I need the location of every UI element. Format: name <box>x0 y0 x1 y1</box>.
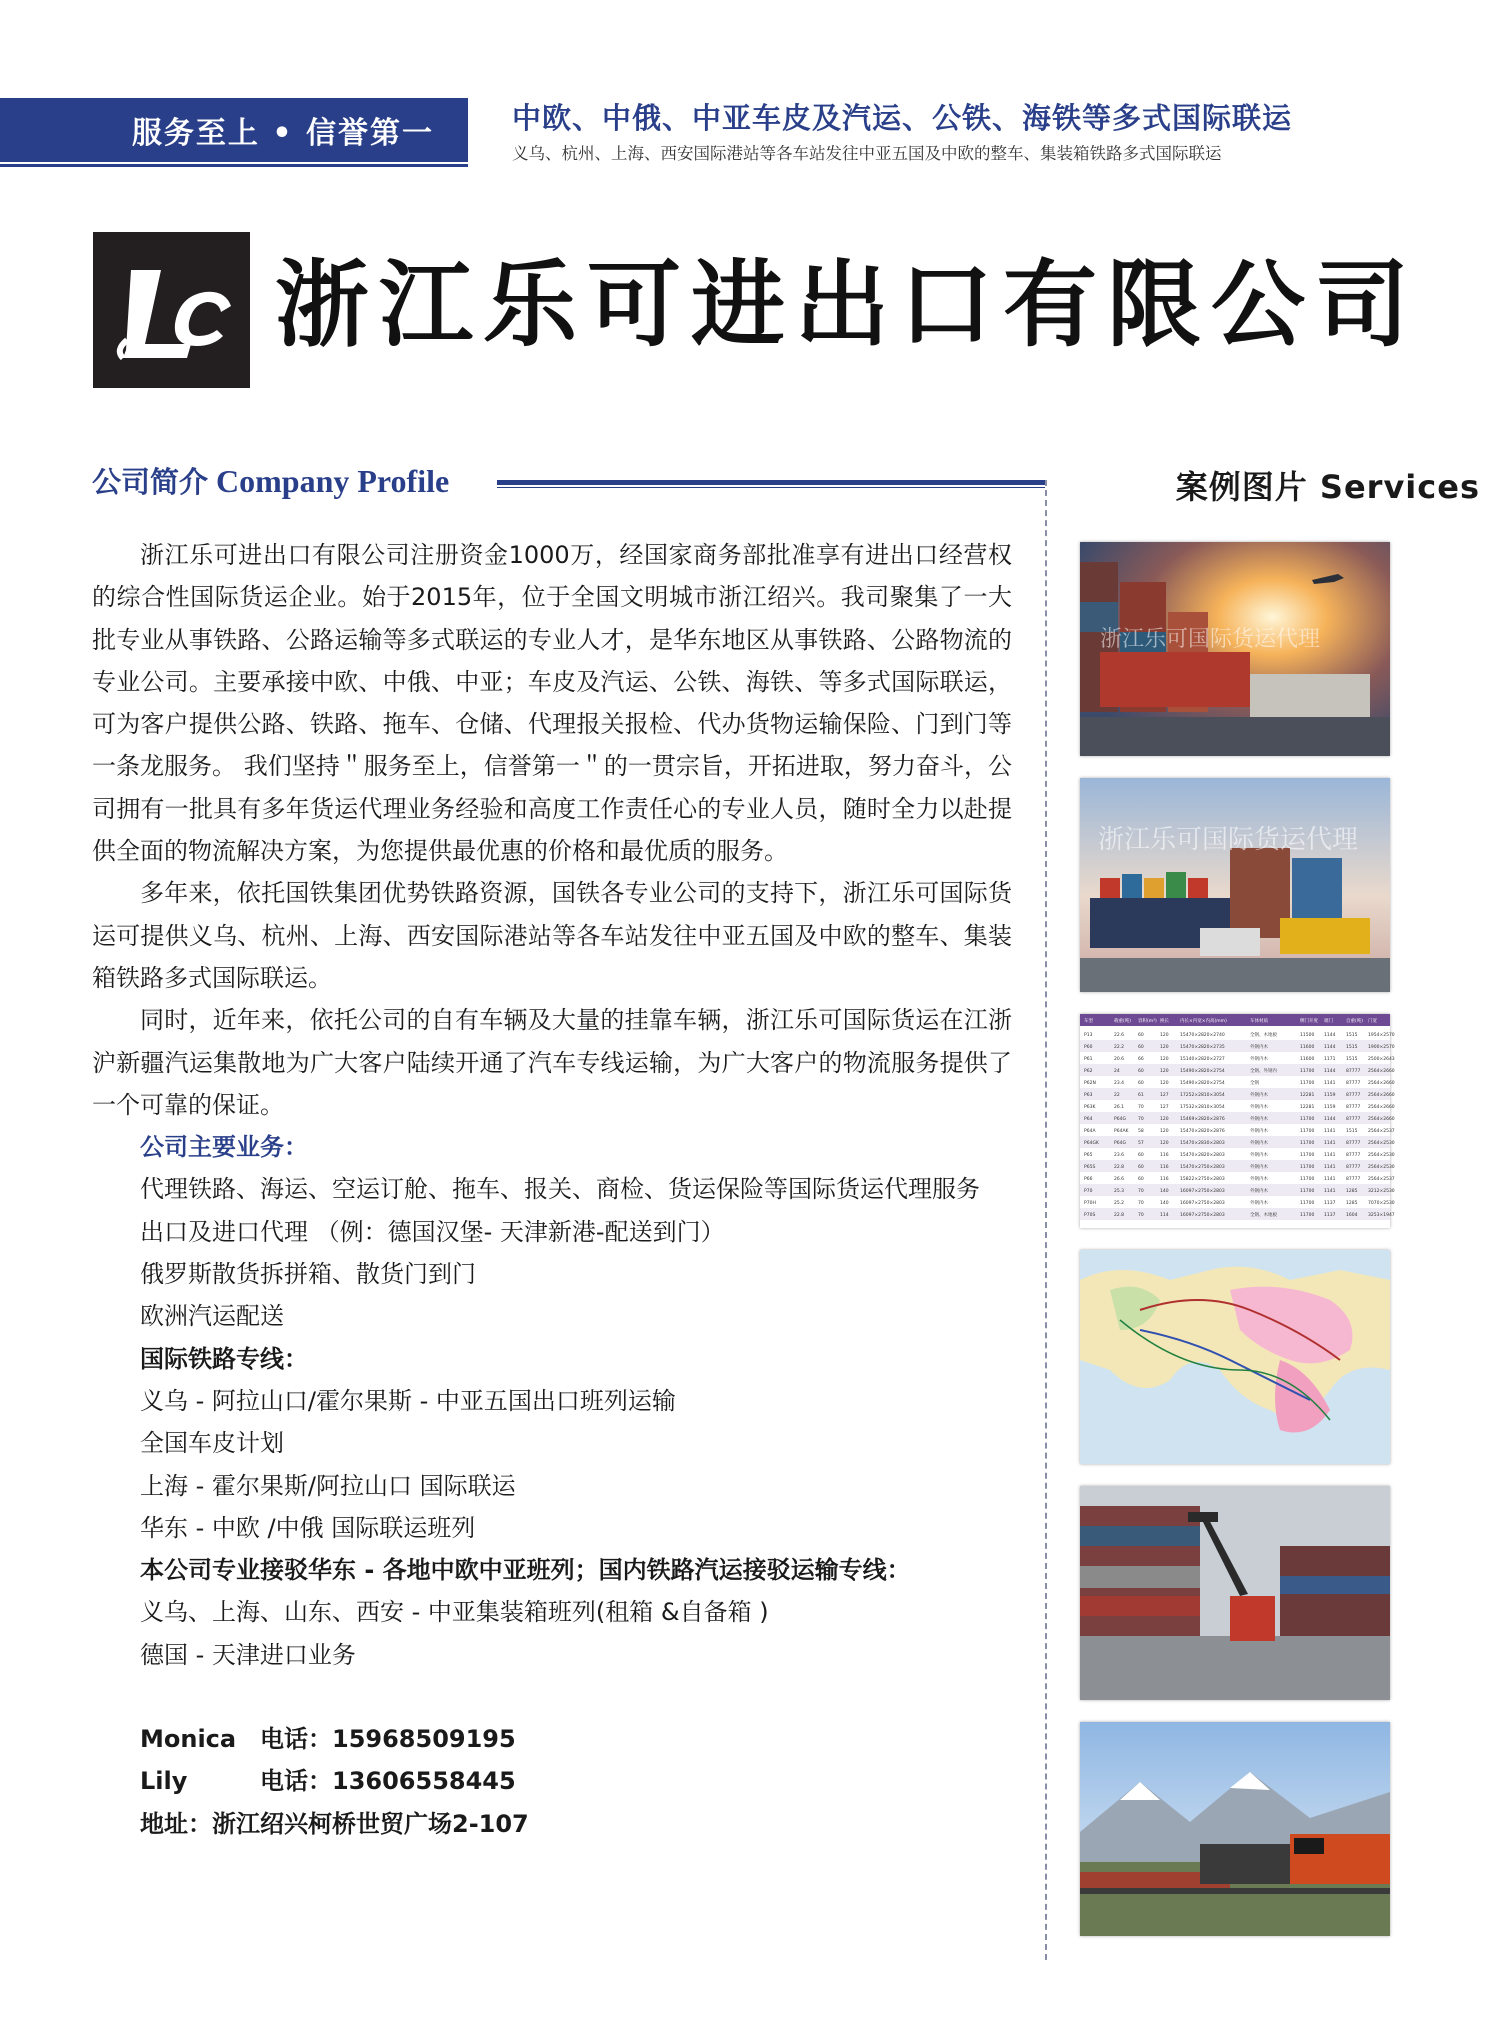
table-cell: 61 <box>1138 1093 1144 1098</box>
table-cell: 1285 <box>1346 1189 1358 1194</box>
table-cell: 外钢内木 <box>1250 1165 1268 1170</box>
table-header-cell: 侧门开度 <box>1300 1019 1318 1024</box>
table-cell: 2564×2537 <box>1368 1177 1395 1182</box>
slogan-banner <box>0 98 468 162</box>
table-cell: 外钢内木 <box>1250 1045 1268 1050</box>
table-cell: 1171 <box>1324 1057 1336 1062</box>
table-cell: 1144 <box>1324 1045 1336 1050</box>
table-row-stripe <box>1080 1112 1390 1124</box>
table-cell: P13 <box>1084 1033 1093 1038</box>
table-cell: 11700 <box>1300 1153 1315 1158</box>
table-cell: 11700 <box>1300 1177 1315 1182</box>
table-cell: 15470×2830×2803 <box>1180 1141 1225 1146</box>
table-cell: P65S <box>1084 1165 1096 1170</box>
table-cell: 60 <box>1138 1033 1144 1038</box>
table-header-cell: 车体材质 <box>1250 1019 1268 1024</box>
table-cell: 140 <box>1160 1189 1169 1194</box>
table-cell: 60 <box>1138 1153 1144 1158</box>
table-cell: 外钢内木 <box>1250 1129 1268 1134</box>
services-title: 案例图片 Services <box>1175 468 1480 506</box>
table-cell: 87777 <box>1346 1093 1361 1098</box>
business-item: 出口及进口代理 （例：德国汉堡- 天津新港-配送到门） <box>140 1217 725 1246</box>
table-cell: P64G <box>1114 1117 1126 1122</box>
business-item: 俄罗斯散货拆拼箱、散货门到门 <box>140 1260 476 1289</box>
lc-logo-icon <box>93 232 250 388</box>
table-row-stripe <box>1080 1208 1390 1220</box>
table-cell: 外钢内木 <box>1250 1177 1268 1182</box>
tagline-main: 中欧、中俄、中亚车皮及汽运、公铁、海铁等多式国际联运 <box>512 101 1293 135</box>
table-cell: 25.3 <box>1114 1189 1125 1194</box>
table-cell: 1954×2570 <box>1368 1033 1395 1038</box>
table-cell: 11700 <box>1300 1141 1315 1146</box>
slogan-underline <box>0 164 468 167</box>
contact-monica <box>92 1718 1012 1760</box>
table-header-cell: 换长 <box>1160 1019 1169 1024</box>
table-cell: 116 <box>1160 1165 1169 1170</box>
table-cell: 全钢、木地板 <box>1250 1213 1277 1218</box>
profile-paragraph: 浙江乐可进出口有限公司注册资金1000万，经国家商务部批准享有进出口经营权的综合性国际货运企业。始于2015年，位于全国文明城市浙江绍兴。我司聚集了一大批专业从事铁路、公路运输等多式联运的专业人才，是华东地区从事铁路、公路物流的专业公司。主要承接中欧、中俄、中亚；车皮及汽运、公铁、海铁、等多式国际联运，可为客户提供公路、铁路、拖车、仓储、代理报关报检、代办货物运输保险、门到门等一条龙服务。 我们坚持＂服务至上，信誉第一＂的一贯宗旨，开拓进取，努力奋斗，公司拥有一批具有多年货运代理业务经验和高度工作责任心的专业人员，随时全力以赴提供全面的物流解决方案，为您提供最优惠的价格和最优质的服务。 <box>92 541 1012 866</box>
tagline-sub: 义乌、杭州、上海、西安国际港站等各车站发往中亚五国及中欧的整车、集装箱铁路多式国际联运 <box>512 144 1222 163</box>
contact-phone-label: 电话： <box>260 1725 332 1754</box>
table-cell: 1141 <box>1324 1129 1336 1134</box>
table-cell: 2564×2660 <box>1368 1081 1395 1086</box>
table-cell: 2500×2643 <box>1368 1057 1395 1062</box>
slogan-text: 服务至上 • 信誉第一 <box>131 116 434 151</box>
table-row-stripe <box>1080 1064 1390 1076</box>
table-cell: P65 <box>1084 1153 1093 1158</box>
table-cell: 2564×2660 <box>1368 1105 1395 1110</box>
table-cell: 120 <box>1160 1057 1169 1062</box>
table-cell: 22.8 <box>1114 1165 1125 1170</box>
table-cell: 1515 <box>1346 1057 1358 1062</box>
table-cell: 15470×2820×2740 <box>1180 1033 1225 1038</box>
table-cell: 2564×2537 <box>1368 1129 1395 1134</box>
table-cell: 70 <box>1138 1189 1144 1194</box>
case-photo-route-map <box>1080 1250 1390 1464</box>
profile-title-cn: 公司简介 <box>92 465 209 499</box>
table-row-stripe <box>1080 1040 1390 1052</box>
business-item: 欧洲汽运配送 <box>140 1302 284 1331</box>
table-cell: 87777 <box>1346 1117 1361 1122</box>
address-label: 地址： <box>140 1809 212 1838</box>
table-cell: 15469×2820×2876 <box>1180 1117 1225 1122</box>
table-cell: 60 <box>1138 1069 1144 1074</box>
table-cell: P62N <box>1084 1081 1096 1086</box>
profile-body <box>92 534 1012 1845</box>
table-header-cell: 门宽 <box>1368 1019 1377 1024</box>
table-cell: 120 <box>1160 1129 1169 1134</box>
table-cell: 22.6 <box>1114 1033 1125 1038</box>
table-cell: 外钢内木 <box>1250 1153 1268 1158</box>
table-header-cell: 内长×内宽×内高(mm) <box>1180 1019 1227 1024</box>
table-cell: 2564×2530 <box>1368 1153 1395 1158</box>
profile-section-title <box>92 460 449 501</box>
table-cell: 58 <box>1138 1129 1144 1134</box>
table-cell: 16097×2750×2803 <box>1180 1213 1225 1218</box>
case-railcar-table <box>1080 1014 1395 1228</box>
table-cell: P63K <box>1084 1105 1096 1110</box>
table-cell: 11600 <box>1300 1045 1315 1050</box>
table-cell: 120 <box>1160 1045 1169 1050</box>
railway-title: 国际铁路专线： <box>140 1344 308 1373</box>
table-cell: 22 <box>1114 1093 1120 1098</box>
contact-name: Lily <box>140 1767 188 1796</box>
table-cell: 60 <box>1138 1165 1144 1170</box>
profile-paragraph: 多年来，依托国铁集团优势铁路资源，国铁各专业公司的支持下，浙江乐可国际货运可提供义乌、杭州、上海、西安国际港站等各车站发往中亚五国及中欧的整车、集装箱铁路多式国际联运。 <box>92 879 1012 992</box>
table-cell: 外钢内木 <box>1250 1189 1268 1194</box>
table-cell: 114 <box>1160 1213 1169 1218</box>
table-cell: 12281 <box>1300 1093 1315 1098</box>
table-cell: 1141 <box>1324 1189 1336 1194</box>
table-cell: 1515 <box>1346 1129 1358 1134</box>
profile-paragraph: 同时，近年来，依托公司的自有车辆及大量的挂靠车辆，浙江乐可国际货运在江浙沪新疆汽运集散地为广大客户陆续开通了汽车专线运输，为广大客户的物流服务提供了一个可靠的保证。 <box>92 1006 1012 1119</box>
table-cell: 116 <box>1160 1177 1169 1182</box>
table-cell: 120 <box>1160 1033 1169 1038</box>
table-cell: 26.6 <box>1114 1177 1125 1182</box>
railway-item: 义乌 - 阿拉山口/霍尔果斯 - 中亚五国出口班列运输 <box>140 1386 676 1415</box>
table-cell: 1159 <box>1324 1105 1336 1110</box>
table-cell: 外钢内木 <box>1250 1057 1268 1062</box>
table-cell: 140 <box>1160 1201 1169 1206</box>
table-cell: 1141 <box>1324 1153 1336 1158</box>
table-cell: 1137 <box>1324 1201 1336 1206</box>
table-cell: 11600 <box>1300 1057 1315 1062</box>
table-cell: 11500 <box>1300 1033 1315 1038</box>
table-cell: 20.6 <box>1114 1057 1125 1062</box>
table-cell: 1141 <box>1324 1177 1336 1182</box>
table-cell: 2564×2660 <box>1368 1117 1395 1122</box>
table-cell: 11700 <box>1300 1165 1315 1170</box>
table-cell: 11700 <box>1300 1069 1315 1074</box>
table-header-cell: 端门 <box>1324 1019 1333 1024</box>
table-cell: 70 <box>1138 1117 1144 1122</box>
table-header-cell: 载重(吨) <box>1114 1019 1132 1024</box>
table-cell: 87777 <box>1346 1081 1361 1086</box>
company-logo <box>93 232 250 388</box>
table-cell: 外钢内木 <box>1250 1141 1268 1146</box>
table-cell: 全钢、外钢内 <box>1250 1069 1277 1074</box>
table-cell: 11700 <box>1300 1129 1315 1134</box>
table-cell: 23.6 <box>1114 1153 1125 1158</box>
section-rule <box>497 480 1045 485</box>
table-cell: 120 <box>1160 1117 1169 1122</box>
table-cell: 17252×2810×3054 <box>1180 1093 1225 1098</box>
column-divider <box>1045 480 1047 1960</box>
photo-watermark: 浙江乐可国际货运代理 <box>1100 627 1321 652</box>
table-cell: P70H <box>1084 1201 1096 1206</box>
table-cell: 16097×2750×2803 <box>1180 1201 1225 1206</box>
railway-item: 华东 - 中欧 /中俄 国际联运班列 <box>140 1513 476 1542</box>
table-cell: 120 <box>1160 1069 1169 1074</box>
table-cell: 1144 <box>1324 1117 1336 1122</box>
table-cell: 12281 <box>1300 1105 1315 1110</box>
table-cell: 15470×2820×2876 <box>1180 1129 1225 1134</box>
table-cell: 120 <box>1160 1141 1169 1146</box>
table-cell: P62 <box>1084 1069 1093 1074</box>
table-cell: P64AK <box>1114 1129 1129 1134</box>
table-cell: 全钢 <box>1250 1081 1259 1086</box>
case-photo-locomotive <box>1080 1722 1390 1936</box>
contact-phone-label: 电话： <box>260 1767 332 1796</box>
table-cell: 1144 <box>1324 1069 1336 1074</box>
table-cell: 外钢内木 <box>1250 1105 1268 1110</box>
table-cell: P64A <box>1084 1129 1096 1134</box>
table-header-cell: 容积(m³) <box>1138 1019 1157 1024</box>
table-cell: 70 <box>1138 1213 1144 1218</box>
table-cell: P70S <box>1084 1213 1096 1218</box>
table-cell: 60 <box>1138 1177 1144 1182</box>
table-cell: P60 <box>1084 1045 1093 1050</box>
company-address <box>92 1803 1012 1845</box>
table-cell: 87777 <box>1346 1177 1361 1182</box>
table-cell: 66 <box>1138 1057 1144 1062</box>
table-cell: 23.4 <box>1114 1081 1125 1086</box>
table-cell: 25.2 <box>1114 1201 1125 1206</box>
main-business-title: 公司主要业务： <box>140 1133 308 1162</box>
connect-item: 德国 - 天津进口业务 <box>140 1640 356 1669</box>
table-cell: 60 <box>1138 1081 1144 1086</box>
table-cell: 11700 <box>1300 1117 1315 1122</box>
connect-title: 本公司专业接驳华东 - 各地中欧中亚班列；国内铁路汽运接驳运输专线： <box>140 1556 911 1585</box>
table-row-stripe <box>1080 1184 1390 1196</box>
table-cell: 87777 <box>1346 1069 1361 1074</box>
table-cell: 127 <box>1160 1105 1169 1110</box>
table-cell: 外钢内木 <box>1250 1093 1268 1098</box>
table-cell: P63 <box>1084 1093 1093 1098</box>
table-cell: 127 <box>1160 1093 1169 1098</box>
table-cell: 87777 <box>1346 1165 1361 1170</box>
table-cell: 70 <box>1138 1105 1144 1110</box>
table-cell: P66 <box>1084 1177 1093 1182</box>
section-rule-thin <box>497 487 1045 488</box>
connect-item: 义乌、上海、山东、西安 - 中亚集装箱班列(租箱 &自备箱 ) <box>140 1598 769 1627</box>
case-photo-rail-yard <box>1080 1486 1390 1700</box>
case-photo-container-yard <box>1080 542 1390 756</box>
table-cell: P64 <box>1084 1117 1093 1122</box>
table-cell: P64GK <box>1084 1141 1099 1146</box>
table-row-stripe <box>1080 1088 1390 1100</box>
table-cell: 1141 <box>1324 1165 1336 1170</box>
table-cell: 26.1 <box>1114 1105 1125 1110</box>
business-item: 代理铁路、海运、空运订舱、拖车、报关、商检、货运保险等国际货运代理服务 <box>140 1175 980 1204</box>
table-cell: 3212×2530 <box>1368 1189 1395 1194</box>
table-cell: 3253×1947 <box>1368 1213 1395 1218</box>
table-cell: 外钢内木 <box>1250 1201 1268 1206</box>
table-cell: 1141 <box>1324 1141 1336 1146</box>
table-cell: P64G <box>1114 1141 1126 1146</box>
table-cell: 11700 <box>1300 1213 1315 1218</box>
table-row-stripe <box>1080 1160 1390 1172</box>
table-cell: 15822×2750×2803 <box>1180 1177 1225 1182</box>
table-cell: 15490×2820×2754 <box>1180 1081 1225 1086</box>
table-cell: 15470×2750×2803 <box>1180 1165 1225 1170</box>
address-value: 浙江绍兴柯桥世贸广场2-107 <box>212 1809 529 1838</box>
table-cell: 15470×2820×2735 <box>1180 1045 1225 1050</box>
table-cell: 11700 <box>1300 1201 1315 1206</box>
table-cell: 11700 <box>1300 1081 1315 1086</box>
case-photo-multimodal <box>1080 778 1390 992</box>
table-cell: 15140×2820×2727 <box>1180 1057 1225 1062</box>
table-cell: 2564×2660 <box>1368 1069 1395 1074</box>
table-cell: 全钢、木地板 <box>1250 1033 1277 1038</box>
contact-name: Monica <box>140 1725 237 1754</box>
table-cell: 1144 <box>1324 1033 1336 1038</box>
railway-item: 全国车皮计划 <box>140 1429 284 1458</box>
table-cell: 1285 <box>1346 1201 1358 1206</box>
table-cell: 22.2 <box>1114 1045 1125 1050</box>
table-cell: 1515 <box>1346 1033 1358 1038</box>
table-cell: 16097×2750×2803 <box>1180 1189 1225 1194</box>
table-cell: 17532×2810×3054 <box>1180 1105 1225 1110</box>
table-cell: P61 <box>1084 1057 1093 1062</box>
table-cell: 外钢内木 <box>1250 1117 1268 1122</box>
table-cell: P70 <box>1084 1189 1093 1194</box>
table-cell: 15470×2820×2803 <box>1180 1153 1225 1158</box>
table-cell: 11700 <box>1300 1189 1315 1194</box>
table-cell: 70 <box>1138 1201 1144 1206</box>
table-cell: 2564×2530 <box>1368 1165 1395 1170</box>
table-header-cell: 车型 <box>1084 1019 1093 1024</box>
table-cell: 7070×2530 <box>1368 1201 1395 1206</box>
table-cell: 1137 <box>1324 1213 1336 1218</box>
company-name: 浙江乐可进出口有限公司 <box>275 251 1420 360</box>
table-cell: 2564×2530 <box>1368 1141 1395 1146</box>
photo-watermark: 浙江乐可国际货运代理 <box>1098 825 1359 855</box>
table-row-stripe <box>1080 1136 1390 1148</box>
table-cell: 1900×2570 <box>1368 1045 1395 1050</box>
table-cell: 1141 <box>1324 1081 1336 1086</box>
table-cell: 2564×2660 <box>1368 1093 1395 1098</box>
table-cell: 60 <box>1138 1045 1144 1050</box>
profile-title-en: Company Profile <box>216 463 450 499</box>
table-cell: 87777 <box>1346 1153 1361 1158</box>
table-cell: 116 <box>1160 1153 1169 1158</box>
railway-item: 上海 - 霍尔果斯/阿拉山口 国际联运 <box>140 1471 516 1500</box>
table-cell: 15490×2820×2754 <box>1180 1069 1225 1074</box>
table-cell: 120 <box>1160 1081 1169 1086</box>
table-cell: 87777 <box>1346 1141 1361 1146</box>
contact-lily <box>92 1760 1012 1802</box>
table-cell: 57 <box>1138 1141 1144 1146</box>
contact-phone: 15968509195 <box>332 1725 516 1754</box>
table-cell: 24 <box>1114 1069 1120 1074</box>
table-header-cell: 自重(吨) <box>1346 1019 1364 1024</box>
table-cell: 1604 <box>1346 1213 1358 1218</box>
table-cell: 22.8 <box>1114 1213 1125 1218</box>
table-cell: 87777 <box>1346 1105 1361 1110</box>
table-cell: 1159 <box>1324 1093 1336 1098</box>
contact-phone: 13606558445 <box>332 1767 516 1796</box>
table-cell: 1515 <box>1346 1045 1358 1050</box>
